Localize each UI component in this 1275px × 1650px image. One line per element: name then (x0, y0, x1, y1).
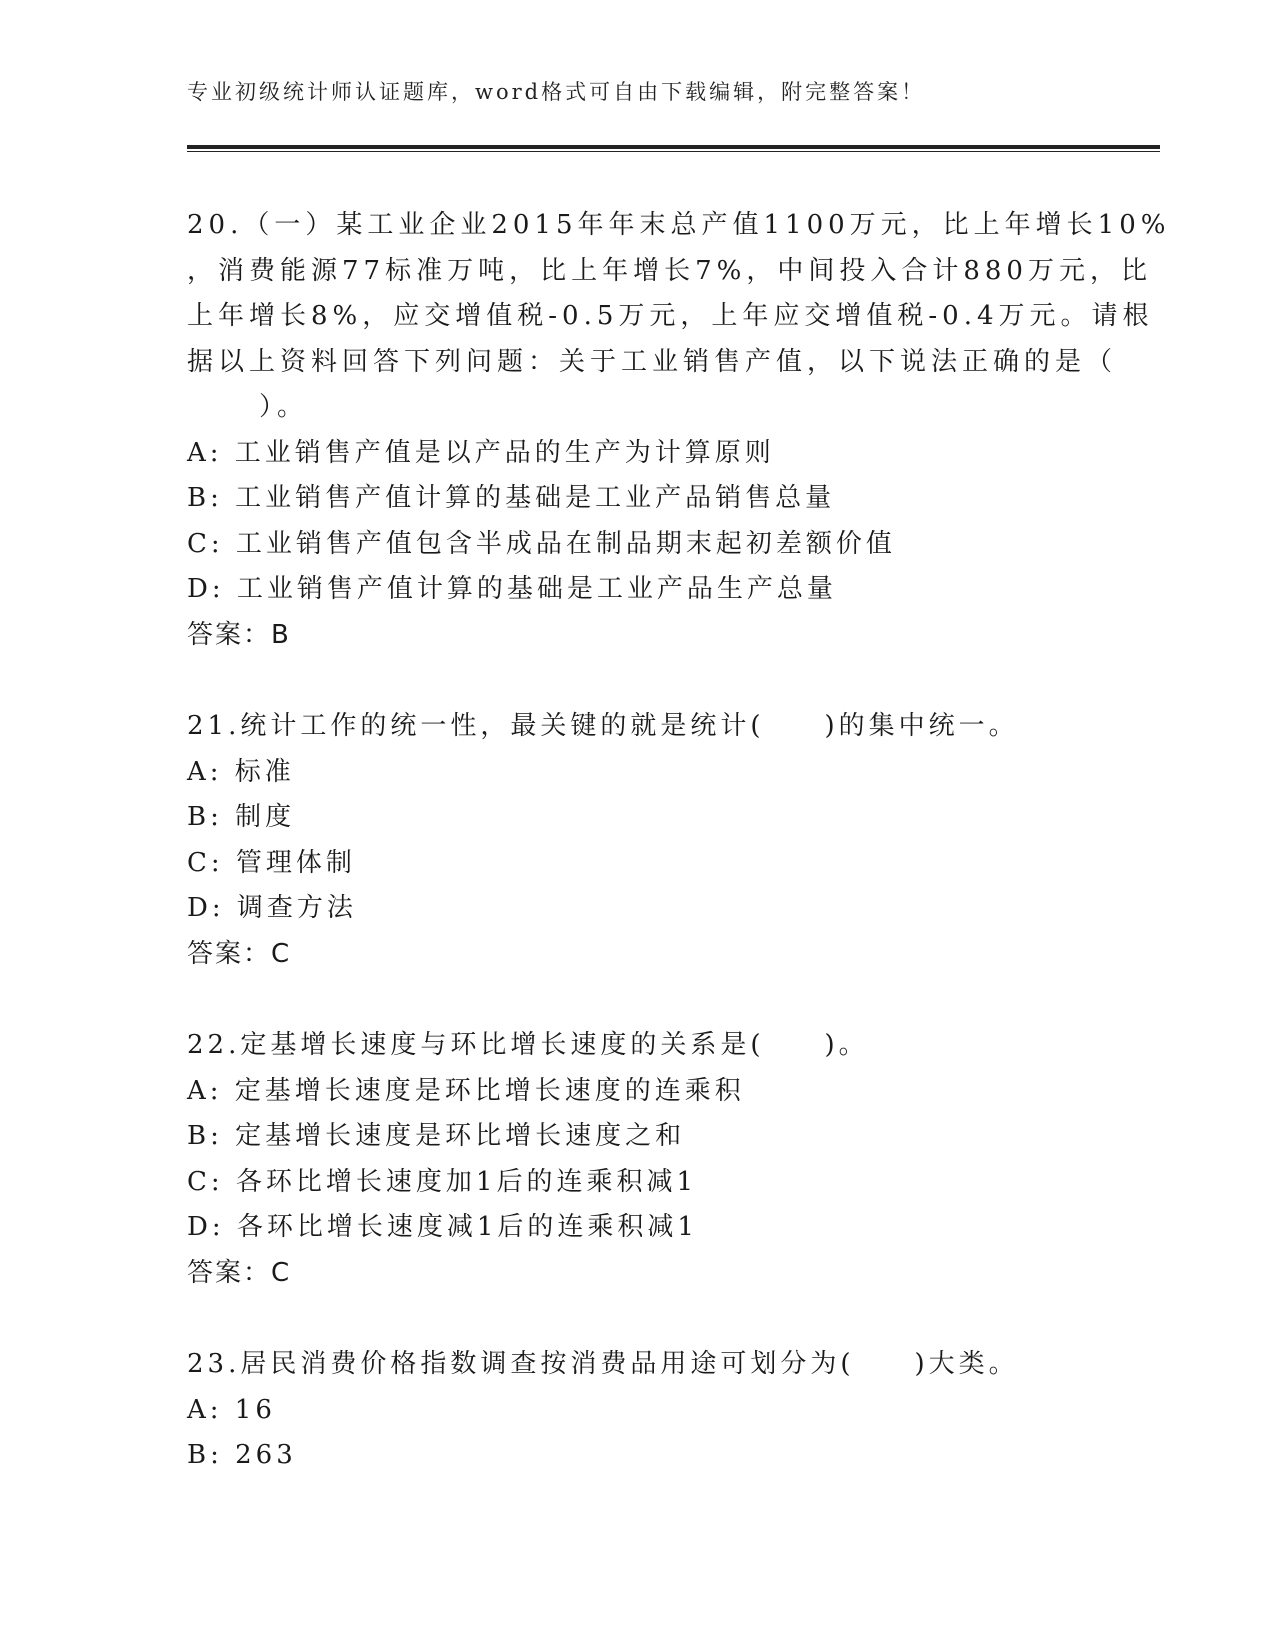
question-stem-line: 22.定基增长速度与环比增长速度的关系是( )。 (187, 1030, 869, 1060)
question-gap (187, 1296, 1087, 1342)
question-gap (187, 977, 1087, 1023)
option-b: B: 263 (187, 1440, 297, 1470)
question-gap (187, 658, 1087, 704)
option-a: A: 定基增长速度是环比增长速度的连乘积 (187, 1075, 745, 1106)
answer-line: 答案：B (187, 619, 291, 650)
question-23 (187, 1342, 1087, 1479)
answer-line: 答案：C (187, 1257, 292, 1288)
option-a: A: 工业销售产值是以产品的生产为计算原则 (187, 437, 775, 468)
question-stem-line: 上年增长8%，应交增值税-0.5万元，上年应交增值税-0.4万元。请根 (187, 301, 1154, 331)
question-list (187, 203, 1171, 1479)
option-c: C: 工业销售产值包含半成品在制品期末起初差额价值 (187, 528, 896, 559)
option-a: A: 标准 (187, 756, 295, 787)
question-20 (187, 203, 1171, 658)
option-c: C: 管理体制 (187, 847, 356, 878)
question-22 (187, 1023, 1087, 1296)
option-c: C: 各环比增长速度加1后的连乘积减1 (187, 1166, 698, 1197)
question-stem-line: 据以上资料回答下列问题：关于工业销售产值，以下说法正确的是（ (187, 346, 1118, 377)
page-header: 专业初级统计师认证题库，word格式可自由下载编辑，附完整答案！ (187, 80, 926, 104)
question-stem-line: ，消费能源77标准万吨，比上年增长7%，中间投入合计880万元，比 (187, 255, 1152, 286)
question-stem-line: 23.居民消费价格指数调查按消费品用途可划分为( )大类。 (187, 1349, 1019, 1379)
option-b: B: 制度 (187, 802, 296, 832)
header-rule (187, 145, 1160, 152)
option-d: D: 各环比增长速度减1后的连乘积减1 (187, 1212, 698, 1242)
question-stem-line: 21.统计工作的统一性，最关键的就是统计( )的集中统一。 (187, 711, 1019, 741)
option-b: B: 工业销售产值计算的基础是工业产品销售总量 (187, 483, 836, 513)
option-b: B: 定基增长速度是环比增长速度之和 (187, 1121, 686, 1151)
question-stem-line: ）。 (259, 392, 309, 422)
answer-line: 答案：C (187, 938, 292, 969)
question-21 (187, 704, 1087, 977)
question-stem-line: 20.（一）某工业企业2015年年末总产值1100万元，比上年增长10% (187, 210, 1171, 240)
option-d: D: 工业销售产值计算的基础是工业产品生产总量 (187, 574, 837, 604)
option-d: D: 调查方法 (187, 893, 357, 923)
option-a: A: 16 (187, 1394, 276, 1425)
